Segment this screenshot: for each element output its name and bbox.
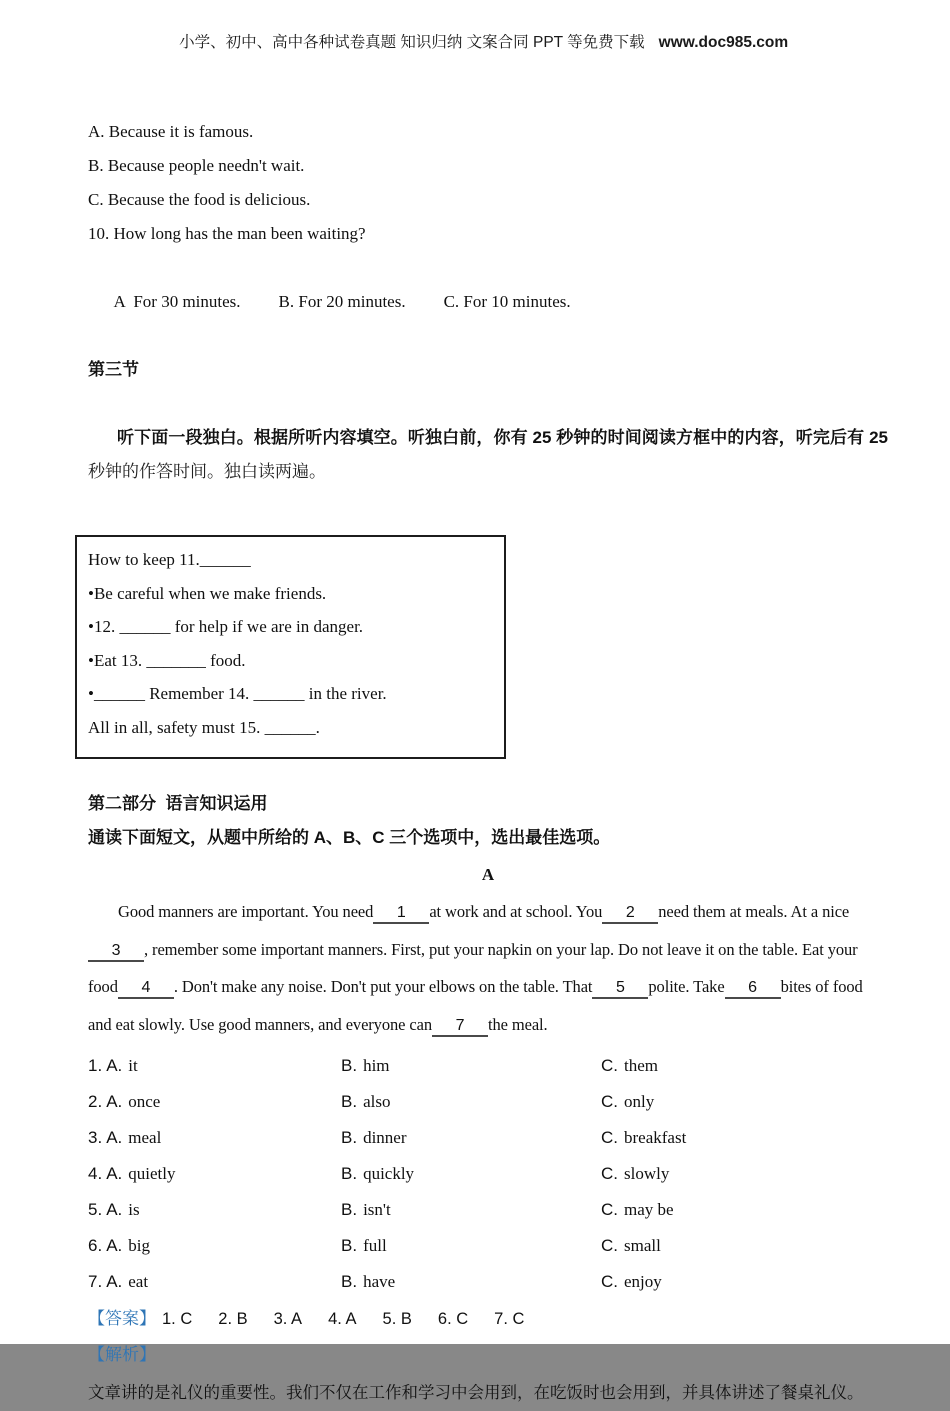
option-row-1	[88, 1048, 888, 1084]
q9-option-a: A. Because it is famous.	[88, 122, 254, 141]
note-box-line: All in all, safety must 15. ______.	[88, 717, 320, 737]
cloze-blank-5: 5	[592, 979, 648, 999]
option-1a: 1. A. it	[88, 1056, 138, 1075]
part2-title: 第二部分 语言知识运用	[88, 794, 268, 813]
answers-line	[88, 1301, 888, 1337]
header-site-url: www.doc985.com	[658, 34, 789, 51]
passage-text: . Don't make any noise. Don't put your elbows on the table. That	[173, 977, 593, 996]
option-row-7	[88, 1264, 888, 1300]
cloze-blank-4: 4	[118, 979, 174, 999]
site-header	[0, 0, 950, 73]
passage-text: need them at meals. At a nice	[658, 902, 850, 921]
answer-item: 5. B	[382, 1310, 412, 1328]
q10-options	[88, 251, 888, 353]
passage-text: Good manners are important. You need	[118, 902, 374, 921]
option-7a: 7. A. eat	[88, 1272, 149, 1291]
answer-item: 2. B	[218, 1310, 248, 1328]
note-box-line: •Be careful when we make friends.	[88, 583, 327, 603]
section3-title: 第三节	[88, 360, 139, 379]
option-row-5	[88, 1192, 888, 1228]
q9-option-b: B. Because people needn't wait.	[88, 156, 305, 175]
note-box-line: How to keep 11.______	[88, 550, 251, 569]
answer-item: 6. C	[437, 1310, 469, 1328]
passage-text: polite. Take	[648, 977, 725, 996]
passage-text: bites of food and eat slowly. Use good manners, and everyone can	[88, 977, 863, 1034]
answer-item: 4. A	[328, 1310, 357, 1328]
listening-note-box	[75, 535, 506, 759]
cloze-blank-6: 6	[725, 979, 781, 999]
q10-option-c: C. For 10 minutes.	[443, 292, 571, 311]
note-box-line: •______ Remember 14. ______ in the river.	[88, 684, 387, 703]
cloze-blank-3: 3	[88, 942, 144, 962]
section3-instruction-regular: 秒钟的作答时间。独白读两遍。	[88, 462, 326, 481]
q10-option-b: B. For 20 minutes.	[278, 292, 406, 311]
option-6c: C. small	[601, 1236, 661, 1255]
option-4b: B. quickly	[341, 1164, 415, 1183]
passage-label: A	[481, 865, 495, 884]
option-6b: B. full	[341, 1236, 387, 1255]
option-2b: B. also	[341, 1092, 391, 1111]
answer-item: 3. A	[273, 1310, 303, 1328]
cloze-blank-7: 7	[432, 1017, 488, 1037]
option-3b: B. dinner	[341, 1128, 407, 1147]
option-6a: 6. A. big	[88, 1236, 150, 1255]
option-row-3	[88, 1120, 888, 1156]
part2-instruction: 通读下面短文，从题中所给的 A、B、C 三个选项中，选出最佳选项。	[88, 828, 611, 847]
option-3c: C. breakfast	[601, 1128, 687, 1147]
analysis-label: 【解析】	[88, 1345, 156, 1364]
option-3a: 3. A. meal	[88, 1128, 162, 1147]
option-row-4	[88, 1156, 888, 1192]
passage-text: , remember some important manners. First, put your napkin on your lap. Do not leave it on the table. Eat your food	[88, 939, 858, 996]
section3-instruction-bold: 听下面一段独白。根据所听内容填空。听独白前，你有 25 秒钟的时间阅读方框中的内容，听完后有 25	[117, 428, 893, 447]
passage-text: at work and at school. You	[429, 902, 603, 921]
cloze-passage	[88, 893, 888, 1043]
q10-option-a: A For 30 minutes.	[113, 292, 241, 311]
header-promo-text: 小学、初中、高中各种试卷真题 知识归纳 文案合同 PPT 等免费下载	[179, 34, 645, 51]
option-2a: 2. A. once	[88, 1092, 161, 1111]
note-box-line: •12. ______ for help if we are in danger.	[88, 617, 364, 636]
option-4c: C. slowly	[601, 1164, 670, 1183]
answers-label: 【答案】	[88, 1309, 156, 1328]
analysis-text: 文章讲的是礼仪的重要性。我们不仅在工作和学习中会用到，在吃饭时也会用到，并具体讲述了餐桌礼仪。	[88, 1383, 864, 1402]
option-7b: B. have	[341, 1272, 396, 1291]
option-5a: 5. A. is	[88, 1200, 140, 1219]
option-row-6	[88, 1228, 888, 1264]
section3-instruction	[88, 387, 893, 523]
passage-text: the meal.	[487, 1014, 548, 1034]
note-box-line: •Eat 13. _______ food.	[88, 650, 246, 670]
document-content	[0, 115, 950, 1411]
q9-option-c: C. Because the food is delicious.	[88, 190, 311, 209]
cloze-blank-1: 1	[373, 904, 429, 924]
answer-item: 7. C	[494, 1310, 525, 1328]
option-2c: C. only	[601, 1092, 655, 1111]
option-1c: C. them	[601, 1056, 658, 1075]
option-5b: B. isn't	[341, 1200, 391, 1219]
option-row-2	[88, 1084, 888, 1120]
option-4a: 4. A. quietly	[88, 1164, 176, 1183]
option-1b: B. him	[341, 1056, 390, 1075]
option-5c: C. may be	[601, 1200, 674, 1219]
option-7c: C. enjoy	[601, 1272, 662, 1291]
cloze-options	[88, 1048, 888, 1300]
cloze-blank-2: 2	[602, 904, 658, 924]
q10-question: 10. How long has the man been waiting?	[88, 224, 366, 243]
answer-item: 1. C	[162, 1310, 193, 1328]
